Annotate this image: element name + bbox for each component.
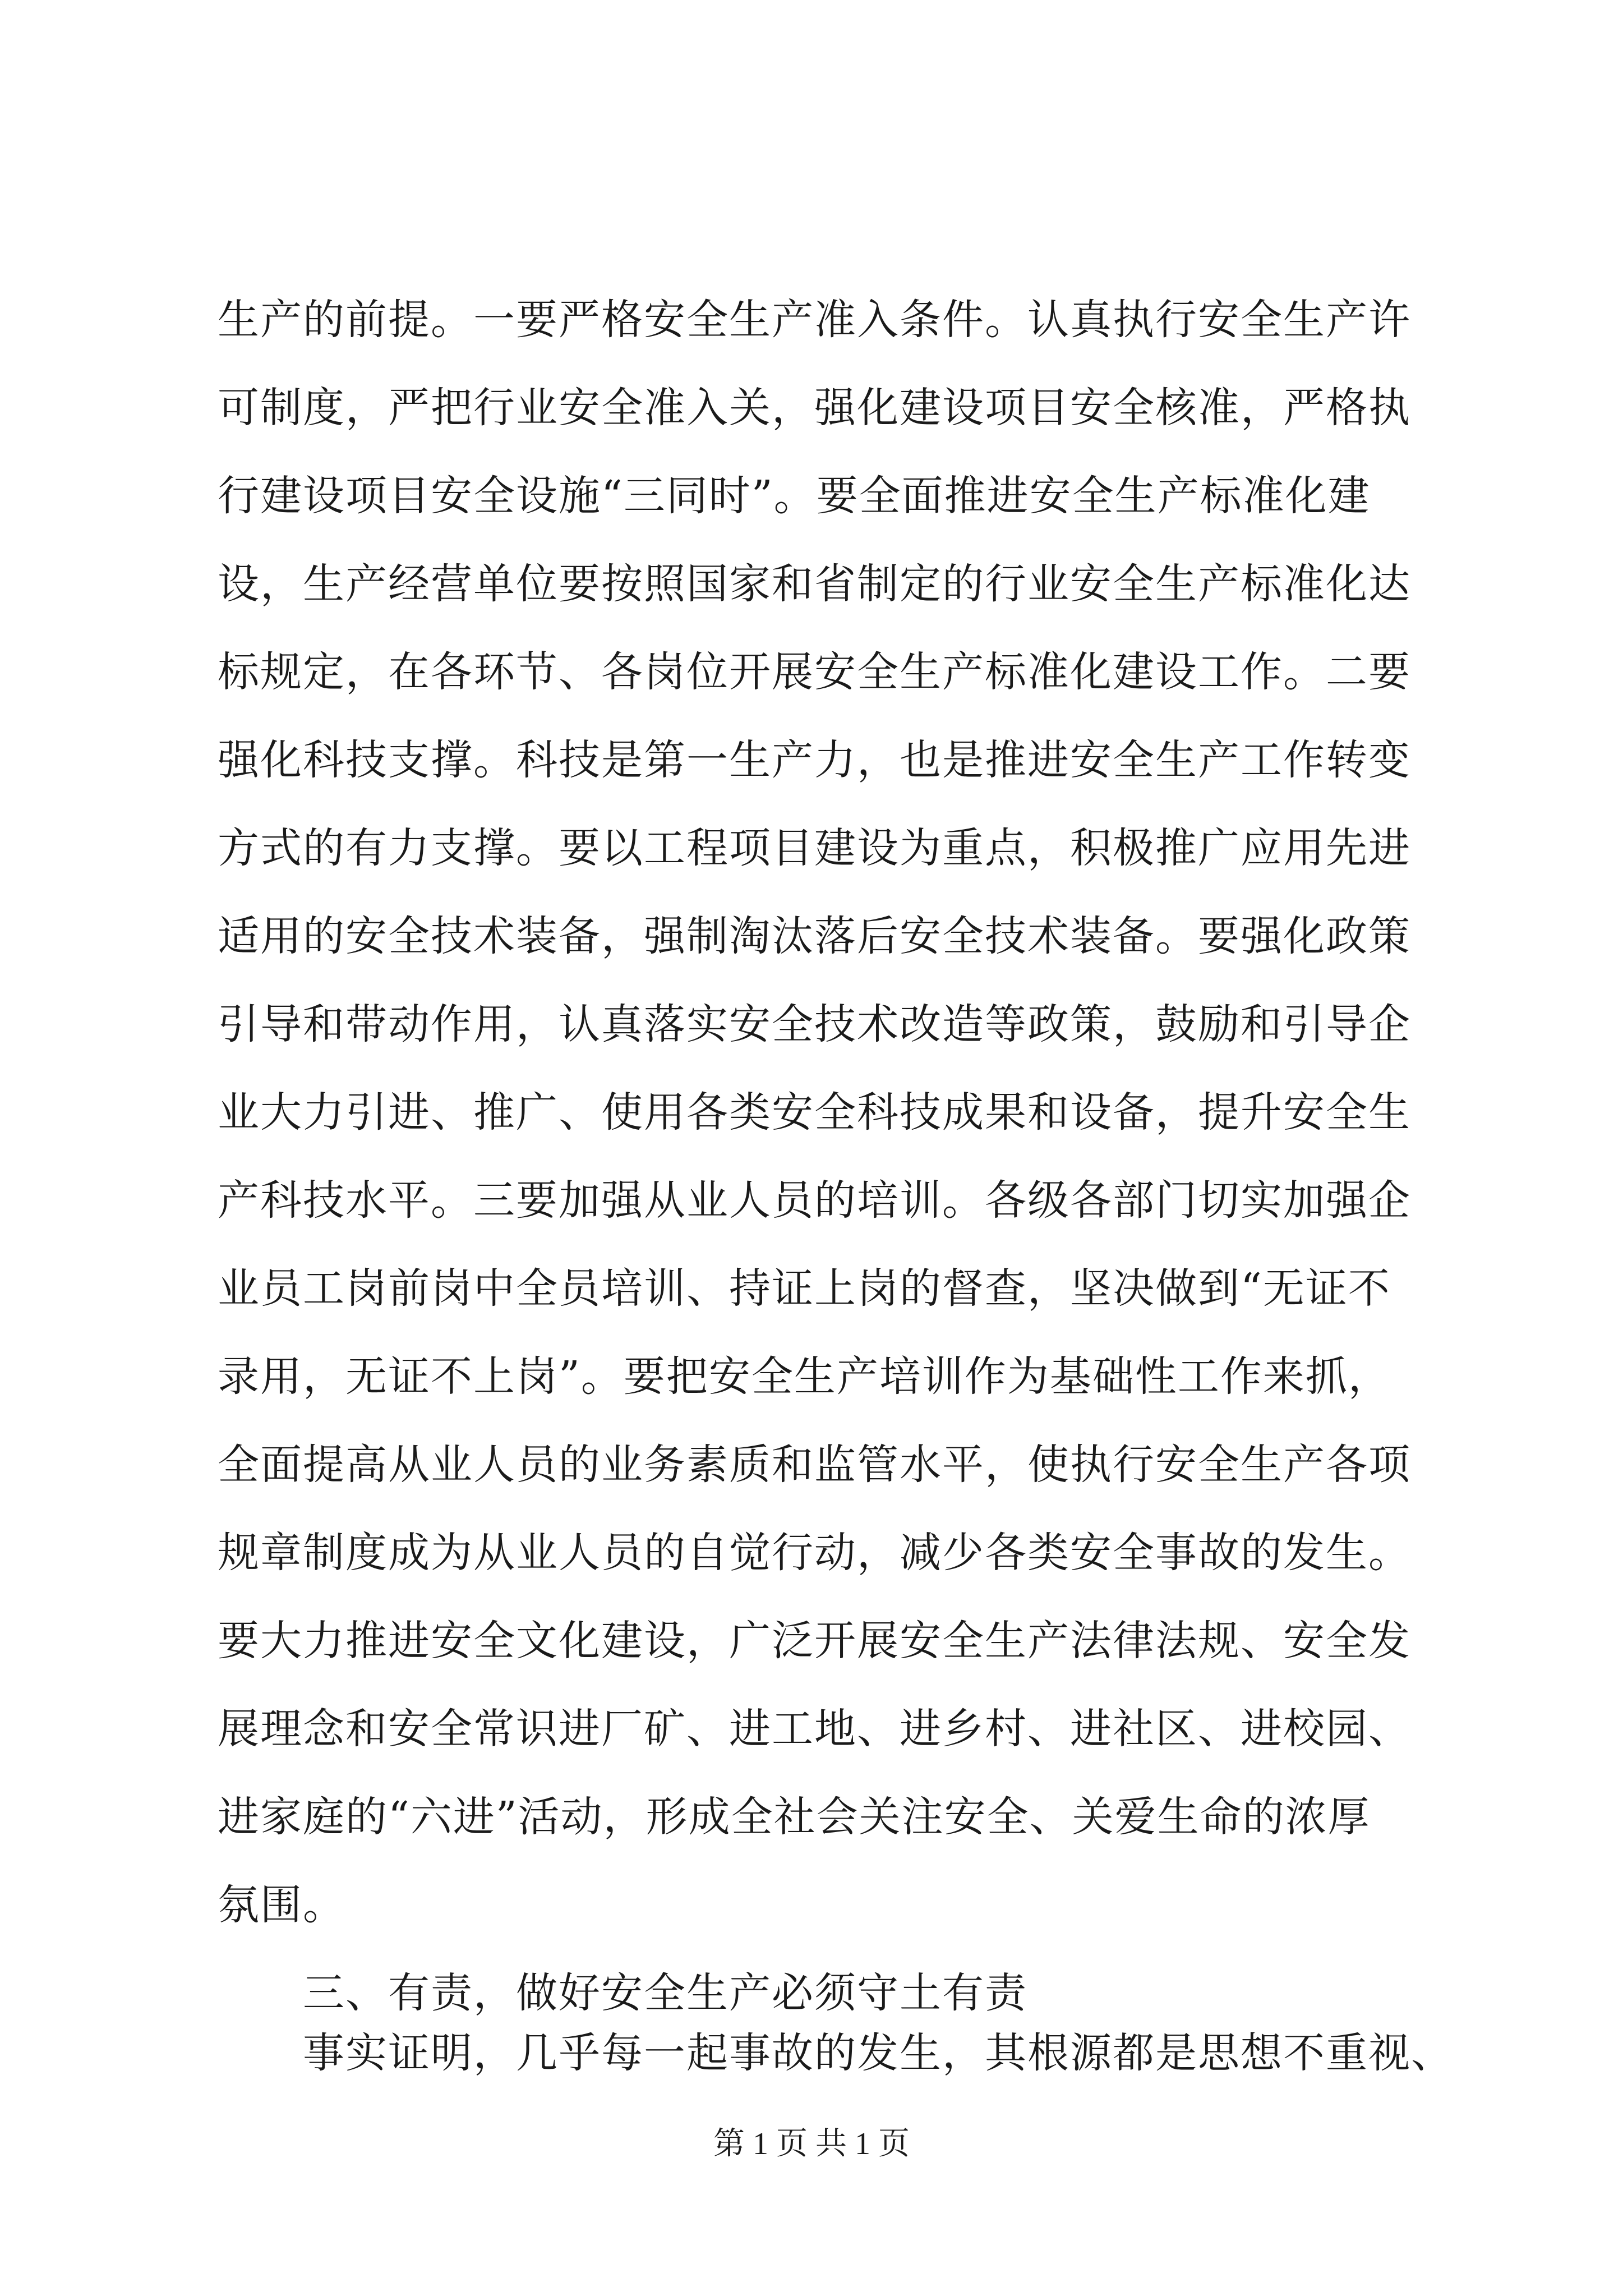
body-line: 引导和带动作用，认真落实安全技术改造等政策，鼓励和引导企 [218,1000,1411,1048]
body-line: 产科技水平。三要加强从业人员的培训。各级各部门切实加强企 [218,1176,1411,1225]
body-line: 展理念和安全常识进厂矿、进工地、进乡村、进社区、进校园、 [218,1705,1411,1753]
body-line: 方式的有力支撑。要以工程项目建设为重点，积极推广应用先进 [218,824,1411,872]
section-heading: 三、有责，做好安全生产必须守土有责 [303,1969,1027,2017]
body-line: 业大力引进、推广、使用各类安全科技成果和设备，提升安全生 [218,1088,1411,1137]
body-line: 标规定，在各环节、各岗位开展安全生产标准化建设工作。二要 [218,648,1411,696]
body-line: 全面提高从业人员的业务素质和监管水平，使执行安全生产各项 [218,1441,1411,1489]
body-line: 要大力推进安全文化建设，广泛开展安全生产法律法规、安全发 [218,1617,1411,1665]
page-footer: 第 1 页 共 1 页 [713,2127,910,2161]
body-line: 事实证明，几乎每一起事故的发生，其根源都是思想不重视、 [303,2029,1454,2077]
body-line: 业员工岗前岗中全员培训、持证上岗的督查，坚决做到“无证不 [218,1264,1391,1313]
body-line: 行建设项目安全设施“三同时”。要全面推进安全生产标准化建 [218,472,1371,520]
body-line: 生产的前提。一要严格安全生产准入条件。认真执行安全生产许 [218,296,1411,344]
body-line: 强化科技支撑。科技是第一生产力，也是推进安全生产工作转变 [218,736,1411,784]
body-line: 录用，无证不上岗”。要把安全生产培训作为基础性工作来抓， [218,1352,1391,1401]
body-line: 氛围。 [218,1881,345,1929]
body-line: 进家庭的“六进”活动，形成全社会关注安全、关爱生命的浓厚 [218,1793,1371,1841]
body-line: 适用的安全技术装备，强制淘汰落后安全技术装备。要强化政策 [218,912,1411,960]
body-line: 设，生产经营单位要按照国家和省制定的行业安全生产标准化达 [218,560,1411,608]
body-line: 规章制度成为从业人员的自觉行动，减少各类安全事故的发生。 [218,1529,1411,1577]
body-line: 可制度，严把行业安全准入关，强化建设项目安全核准，严格执 [218,384,1411,432]
